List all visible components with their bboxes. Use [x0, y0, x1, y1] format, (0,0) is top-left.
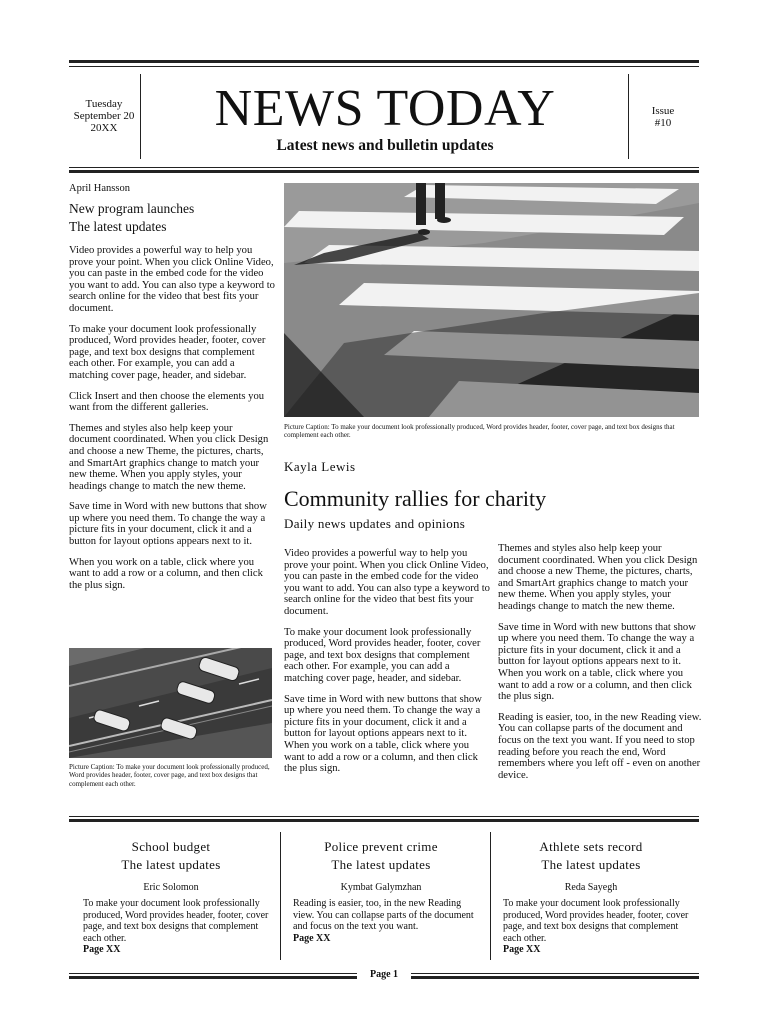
highway-photo: [69, 648, 272, 758]
bottom-story-text: To make your document look professionally produced, Word provides header, footer, cover page, and text box designs that complement each other.: [83, 898, 269, 944]
paragraph: Click Insert and then choose the elements you want from the different galleries.: [69, 390, 265, 414]
left-article-subheadline: The latest updates: [69, 219, 167, 234]
bottom-story-page-ref: Page XX: [293, 932, 331, 944]
crosswalk-photo: [284, 183, 699, 417]
masthead-date: [69, 98, 139, 134]
bottom-divider-1: [280, 832, 281, 960]
bottom-story-subtitle: The latest updates: [331, 857, 431, 872]
footer-rule-left-thin: [69, 973, 357, 974]
masthead-left-divider: [140, 74, 141, 159]
bottom-story-author: Kymbat Galymzhan: [340, 882, 422, 893]
bottom-story-text: Reading is easier, too, in the new Reading view. You can collapse parts of the document and focus on the text you want.: [293, 898, 474, 932]
paragraph: Save time in Word with new buttons that show up where you need them. To change the way a picture fits in your document, click it and a button for layout options appears next to it. When you work on a table, click where you want to add a row or a column, and then click the plus sign.: [284, 693, 482, 775]
footer-rule-right-thick: [411, 976, 699, 979]
bottom-section-rule-thick: [69, 819, 699, 822]
bottom-story-author: Reda Sayegh: [564, 882, 618, 893]
date-year: 20XX: [90, 122, 118, 134]
date-month-day: September 20: [73, 110, 135, 122]
main-photo-caption: Picture Caption: To make your document look professionally produced, Word provides header, footer, cover page, and text box designs that complement each other.: [284, 423, 675, 440]
paragraph: Themes and styles also help keep your document coordinated. When you click Design and choose a new Theme, the pictures, charts, and SmartArt graphics change to match your new theme. When you apply styles, your headings change to match the new theme.: [69, 422, 269, 492]
left-article-headline: New program launches: [69, 201, 195, 216]
bottom-story-school-budget: [73, 838, 269, 956]
masthead-tagline: Latest news and bulletin updates: [276, 137, 494, 154]
paragraph: Save time in Word with new buttons that show up where you need them. To change the way a picture fits in your document, click it and a button for layout options appears next to it.: [69, 501, 267, 548]
masthead-right-divider: [628, 74, 629, 159]
main-article-headline: Community rallies for charity: [284, 486, 547, 511]
bottom-story-page-ref: Page XX: [503, 944, 541, 955]
bottom-section-rule-thin: [69, 816, 699, 817]
bottom-story-police: [283, 838, 479, 945]
main-article-author: Kayla Lewis: [284, 459, 356, 474]
left-photo-caption: Picture Caption: To make your document look professionally produced, Word provides header, footer, cover page, and text box designs that complement each other.: [69, 763, 270, 788]
masthead-title: NEWS TODAY: [214, 80, 556, 137]
main-article-subheadline: Daily news updates and opinions: [284, 516, 466, 531]
paragraph: To make your document look professionally produced, Word provides header, footer, cover page, and text box designs that complement each other. For example, you can add a matching cover page, header, and sidebar.: [69, 323, 266, 381]
bottom-story-title: Athlete sets record: [539, 839, 643, 854]
bottom-story-author: Eric Solomon: [143, 882, 199, 893]
bottom-story-subtitle: The latest updates: [121, 857, 221, 872]
bottom-story-title: Police prevent crime: [324, 839, 438, 854]
paragraph: Video provides a powerful way to help you prove your point. When you click Online Video, you can paste in the embed code for the video you want to add. You can also type a keyword to search online for the video that best fits your document.: [284, 548, 490, 617]
footer-rule-right-thin: [411, 973, 699, 974]
date-weekday: Tuesday: [85, 98, 123, 110]
paragraph: Save time in Word with new buttons that show up where you need them. To change the way a picture fits in your document, click it and a button for layout options appears next to it. When you work on a table, click where you want to add a row or a column, and then click the plus sign.: [498, 621, 696, 703]
bottom-divider-2: [490, 832, 491, 960]
left-article-body: [69, 245, 275, 591]
main-article-column-1: [284, 548, 490, 784]
masthead-top-rule-thick: [69, 60, 699, 63]
bottom-story-page-ref: Page XX: [83, 944, 121, 955]
paragraph: Video provides a powerful way to help you prove your point. When you click Online Video, you can paste in the embed code for the video you want to add. You can also type a keyword to search online for the video that best fits your document.: [69, 245, 275, 314]
masthead-bottom-rule-thick: [69, 170, 699, 173]
paragraph: When you work on a table, click where you want to add a row or a column, and then click the plus sign.: [69, 556, 263, 591]
left-article-author: April Hansson: [69, 183, 130, 194]
paragraph: Themes and styles also help keep your document coordinated. When you click Design and choose a new Theme, the pictures, charts, and SmartArt graphics change to match your new theme. When you apply styles, your headings change to match the new theme.: [498, 543, 698, 612]
masthead-top-rule-thin: [69, 66, 699, 67]
bottom-story-subtitle: The latest updates: [541, 857, 641, 872]
bottom-story-title: School budget: [131, 839, 211, 854]
paragraph: Reading is easier, too, in the new Reading view. You can collapse parts of the document and focus on the text you want. If you need to stop reading before you reach the end, Word remembers where you left off - even on another device.: [498, 711, 702, 781]
main-article-column-2: [498, 543, 702, 790]
issue-number: #10: [654, 117, 672, 129]
footer-page-number: Page 1: [369, 969, 399, 980]
bottom-story-athlete: [493, 838, 689, 956]
left-article: [69, 182, 275, 600]
footer-rule-left-thick: [69, 976, 357, 979]
paragraph: To make your document look professionally produced, Word provides header, footer, cover page, and text box designs that complement each other. For example, you can add a matching cover page, header, and sidebar.: [284, 626, 481, 684]
issue-label: Issue: [651, 105, 675, 117]
masthead-bottom-rule-thin: [69, 167, 699, 168]
bottom-story-text: To make your document look professionally produced, Word provides header, footer, cover page, and text box designs that complement each other.: [503, 898, 689, 944]
masthead-issue: [630, 105, 696, 129]
